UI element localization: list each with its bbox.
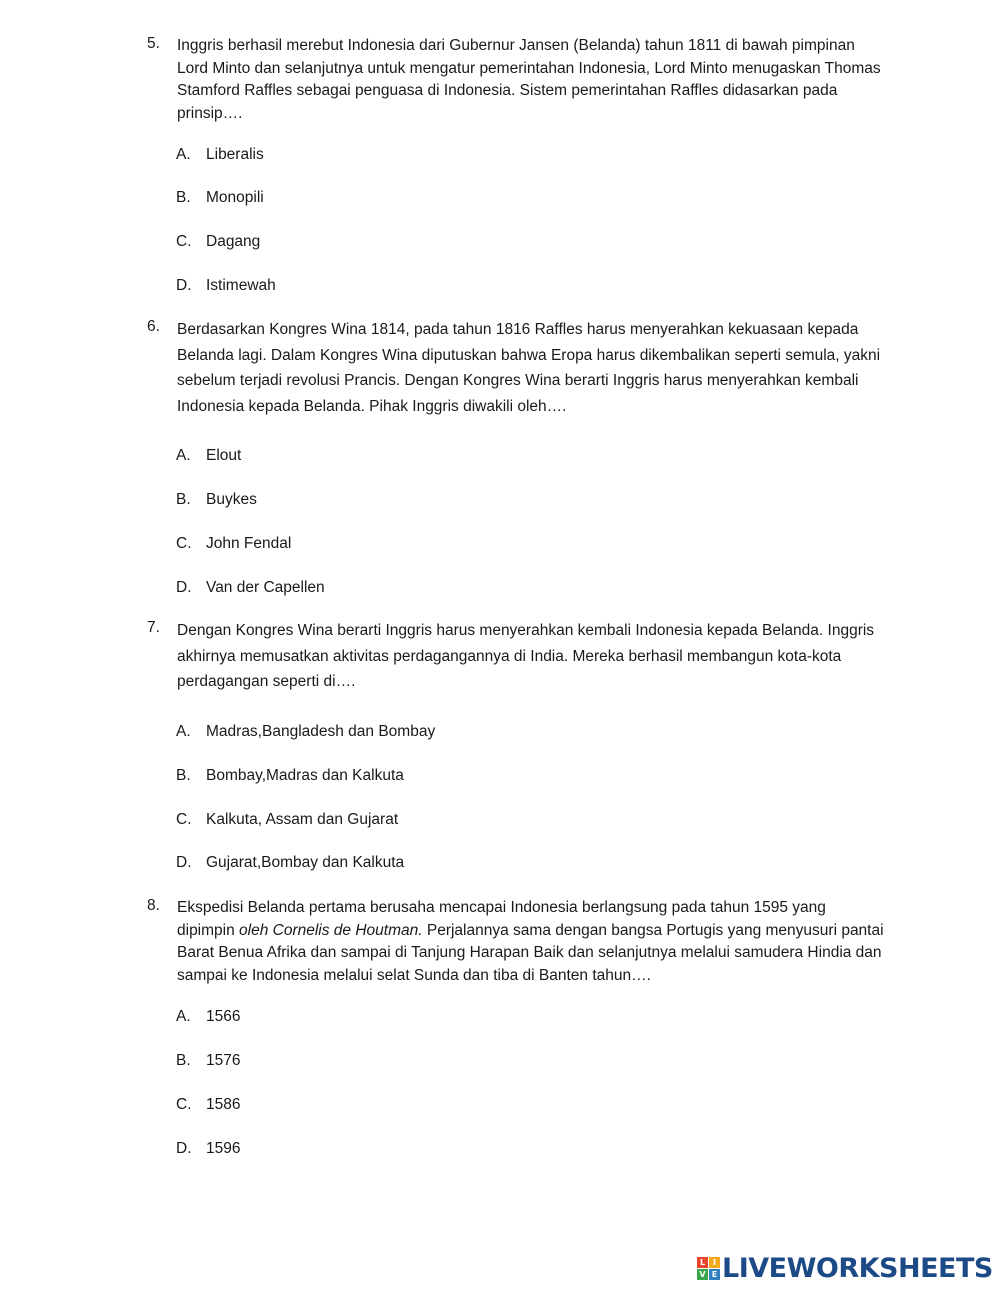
option-8b[interactable] <box>176 1051 240 1071</box>
question-text-part: Perjalannya sama dengan bangsa Portugis yang menyusuri pantai Barat Benua Afrika dan sampai di Tanjung Harapan Baik dan selanjutnya melalui samudera Hindia dan sampai ke Indonesia melalui selat Sunda dan tiba di Banten tahun…. <box>177 921 884 984</box>
option-7b[interactable] <box>176 766 404 786</box>
option-text: Madras,Bangladesh dan Bombay <box>206 723 436 740</box>
logo-cell: E <box>709 1269 720 1280</box>
option-letter: B. <box>176 491 191 508</box>
option-letter: B. <box>176 189 191 206</box>
option-letter: A. <box>176 1008 191 1025</box>
option-letter: D. <box>176 277 192 294</box>
question-text-part: Ekspedisi Belanda pertama berusaha mencapai Indonesia berlangsung pada tahun 1595 yang dipimpin <box>177 899 826 939</box>
option-letter: C. <box>176 1096 192 1113</box>
option-letter: D. <box>176 579 192 596</box>
option-text: 1576 <box>206 1052 241 1069</box>
option-8c[interactable] <box>176 1095 240 1115</box>
option-text: Gujarat,Bombay dan Kalkuta <box>206 854 405 871</box>
question-text: Inggris berhasil merebut Indonesia dari Gubernur Jansen (Belanda) tahun 1811 di bawah pimpinan Lord Minto dan selanjutnya untuk mengatur pemerintahan Indonesia, Lord Minto menugaskan Thomas Stamford Raffles sebagai penguasa di Indonesia. Sistem pemerintahan Raffles didasarkan pada prinsip…. <box>177 37 881 122</box>
option-8d[interactable] <box>176 1139 240 1159</box>
logo-cell: I <box>709 1257 720 1268</box>
option-text: 1586 <box>206 1096 241 1113</box>
option-7d[interactable] <box>176 853 404 873</box>
option-letter: A. <box>176 447 191 464</box>
question-number: 7. <box>147 619 160 636</box>
liveworksheets-logo <box>697 1253 993 1283</box>
logo-cell: L <box>697 1257 708 1268</box>
option-letter: A. <box>176 146 191 163</box>
option-text: Monopili <box>206 189 264 206</box>
option-letter: D. <box>176 1140 192 1157</box>
option-5c[interactable] <box>176 232 260 252</box>
option-6d[interactable] <box>176 578 325 598</box>
option-5d[interactable] <box>176 276 276 296</box>
option-6c[interactable] <box>176 534 291 554</box>
liveworksheets-logo-icon <box>697 1257 720 1280</box>
option-text: Kalkuta, Assam dan Gujarat <box>206 811 399 828</box>
option-letter: C. <box>176 233 192 250</box>
option-text: Buykes <box>206 491 257 508</box>
option-text: 1566 <box>206 1008 241 1025</box>
option-6a[interactable] <box>176 446 241 466</box>
option-text: Bombay,Madras dan Kalkuta <box>206 767 404 784</box>
question-text <box>177 897 887 987</box>
question-text-italic: oleh Cornelis de Houtman. <box>239 921 423 939</box>
option-8a[interactable] <box>176 1007 240 1027</box>
option-letter: C. <box>176 811 192 828</box>
option-5a[interactable] <box>176 145 264 165</box>
option-letter: A. <box>176 723 191 740</box>
option-text: Van der Capellen <box>206 579 325 596</box>
option-letter: D. <box>176 854 192 871</box>
option-letter: C. <box>176 535 192 552</box>
question-text: Dengan Kongres Wina berarti Inggris harus menyerahkan kembali Indonesia kepada Belanda. Inggris akhirnya memusatkan aktivitas perdagangannya di India. Mereka berhasil membangun kota-kota perdagangan seperti di…. <box>177 622 875 690</box>
option-text: Liberalis <box>206 146 264 163</box>
option-7a[interactable] <box>176 722 435 742</box>
question-number: 5. <box>147 35 160 52</box>
option-7c[interactable] <box>176 810 398 830</box>
option-6b[interactable] <box>176 490 257 510</box>
option-text: Istimewah <box>206 277 276 294</box>
question-text: Berdasarkan Kongres Wina 1814, pada tahun 1816 Raffles harus menyerahkan kekuasaan kepada Belanda lagi. Dalam Kongres Wina diputuskan bahwa Eropa harus dikembalikan seperti semula, yakni sebelum terjadi revolusi Prancis. Dengan Kongres Wina berarti Inggris harus menyerahkan kembali Indonesia kepada Belanda. Pihak Inggris diwakili oleh…. <box>177 321 881 415</box>
option-letter: B. <box>176 767 191 784</box>
option-letter: B. <box>176 1052 191 1069</box>
option-text: Dagang <box>206 233 261 250</box>
option-text: John Fendal <box>206 535 292 552</box>
logo-cell: V <box>697 1269 708 1280</box>
question-number: 6. <box>147 318 160 335</box>
option-5b[interactable] <box>176 188 264 208</box>
logo-text: LIVEWORKSHEETS <box>722 1252 993 1284</box>
option-text: Elout <box>206 447 242 464</box>
question-number: 8. <box>147 897 160 914</box>
option-text: 1596 <box>206 1140 241 1157</box>
